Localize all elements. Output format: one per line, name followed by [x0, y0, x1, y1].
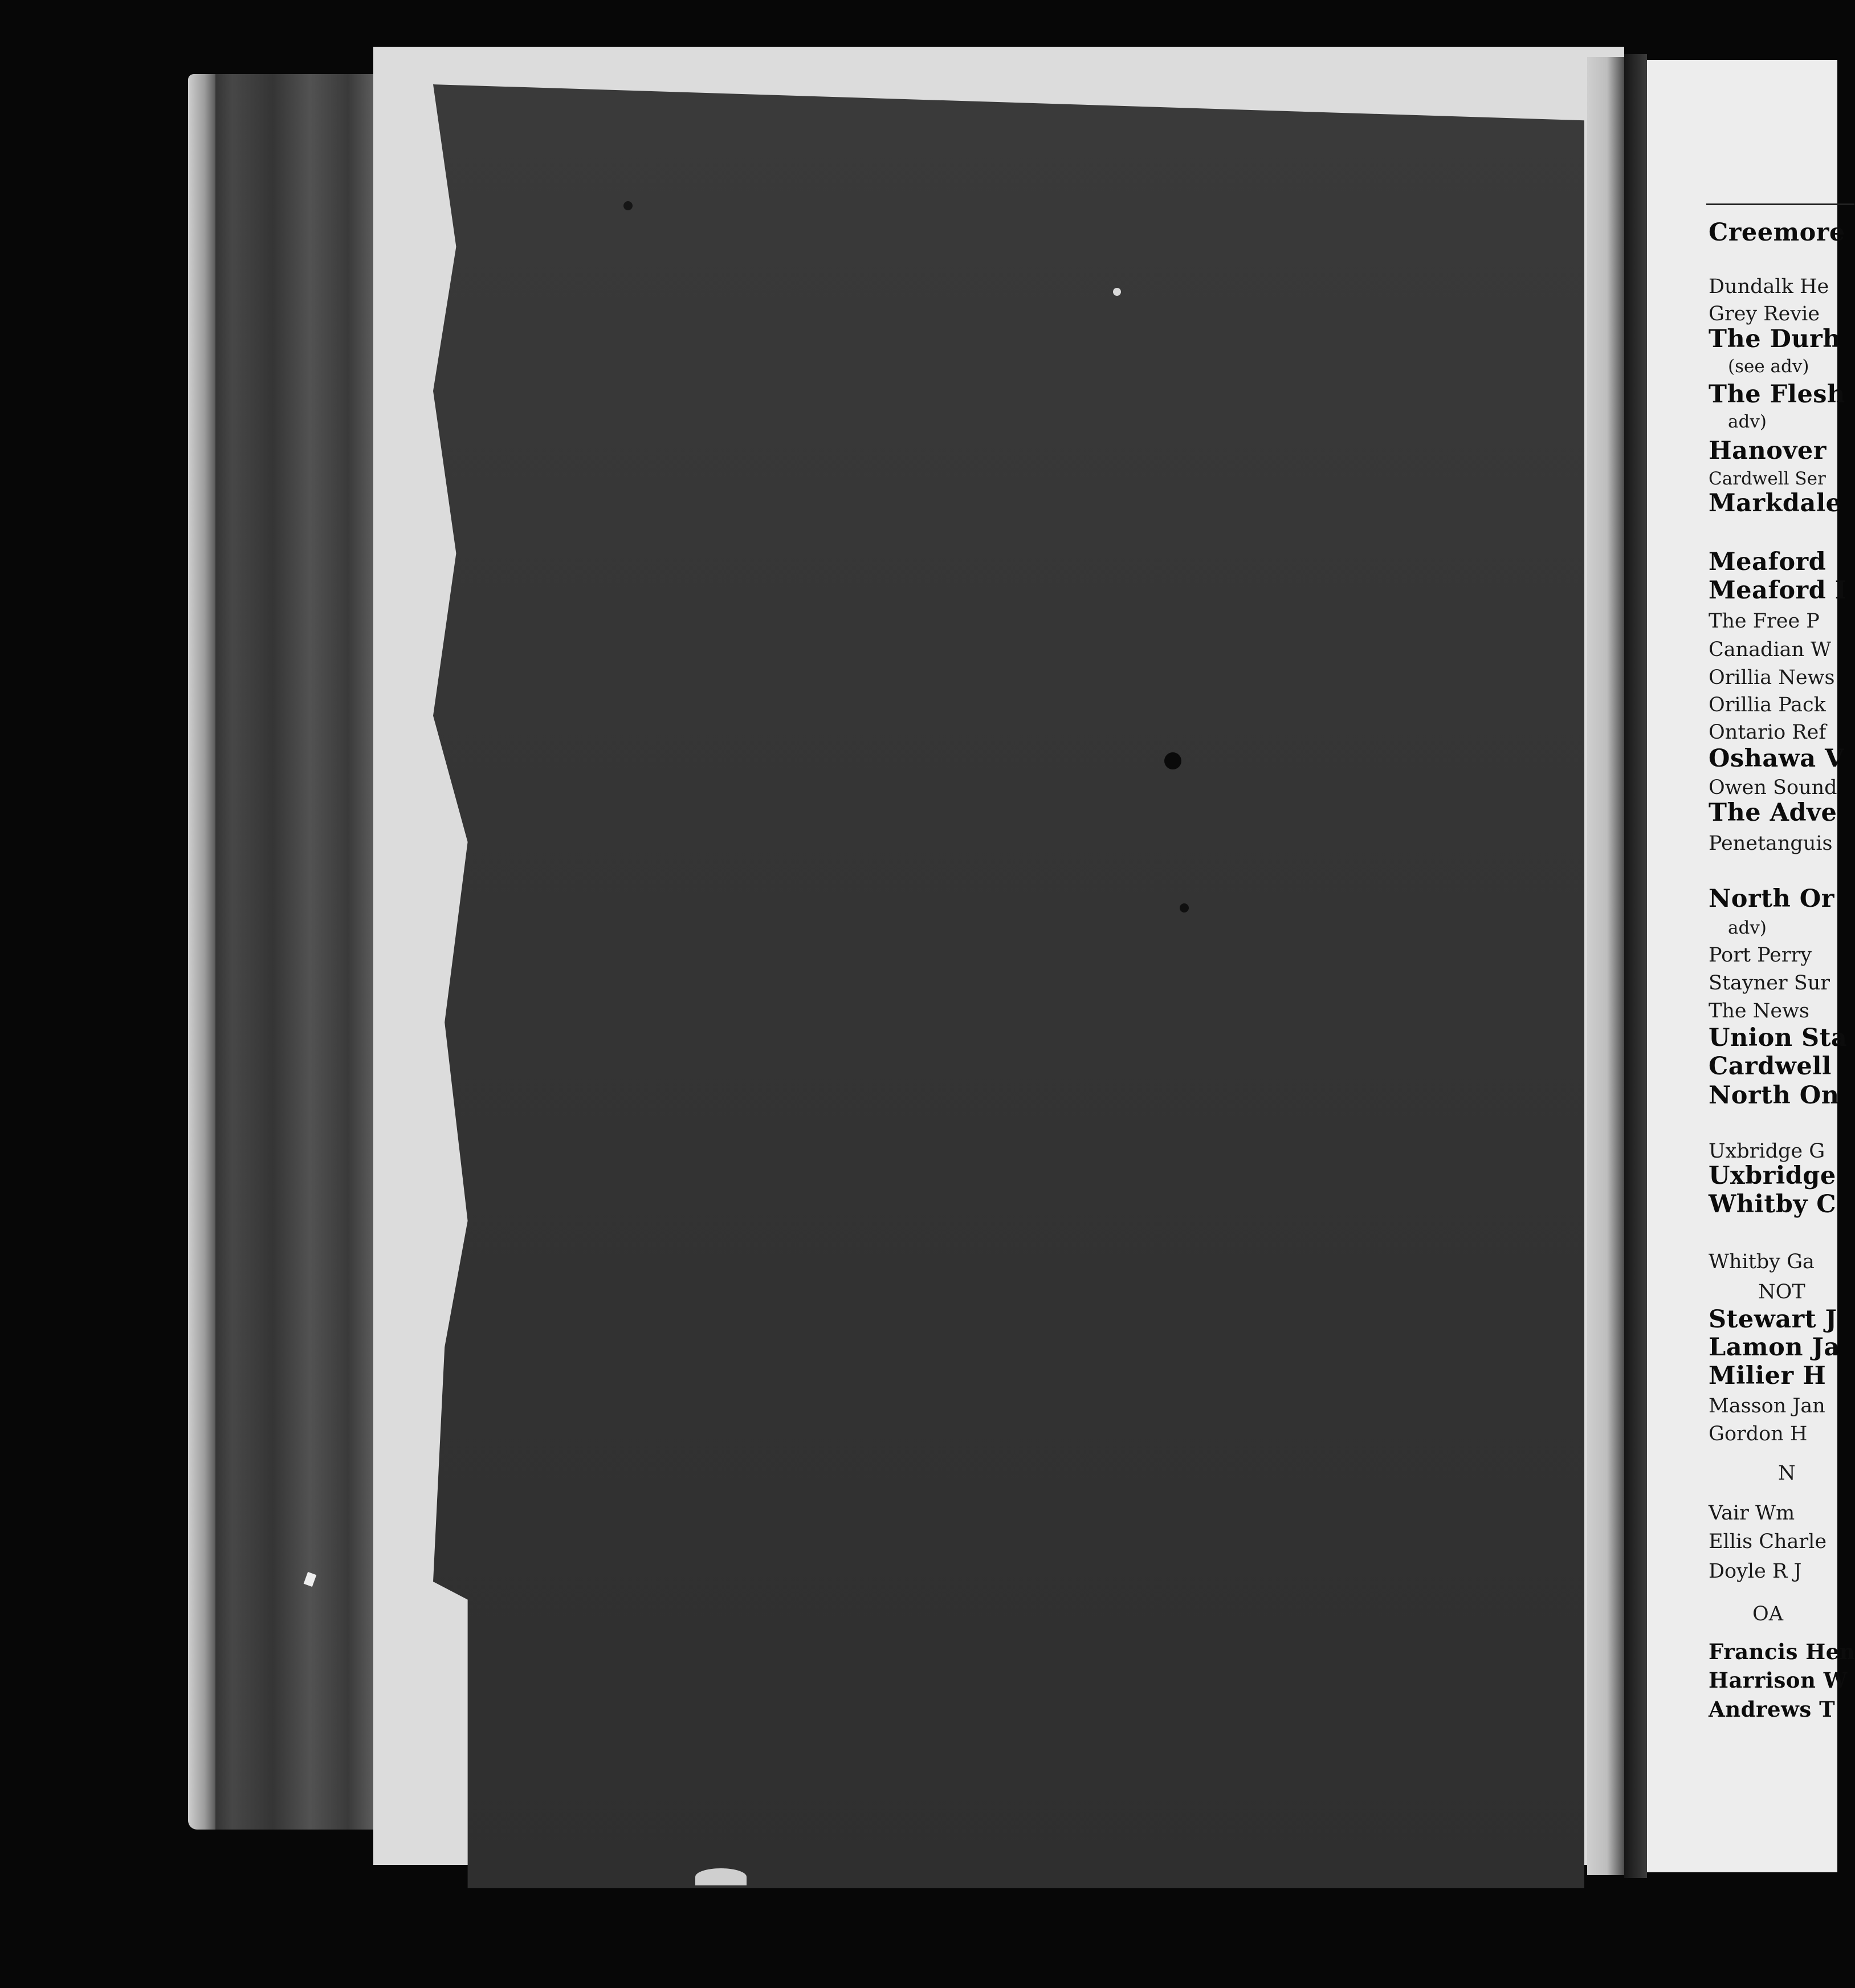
directory-entry: Doyle R J — [1709, 1560, 1802, 1583]
directory-entry: Meaford — [1709, 548, 1827, 576]
cover-stain — [1180, 903, 1189, 912]
gutter-shadow — [1624, 54, 1647, 1878]
directory-entry: Oshawa V — [1709, 744, 1845, 773]
directory-entry: Stayner Sur — [1709, 972, 1830, 995]
section-heading: NOT — [1758, 1281, 1805, 1303]
directory-entry: Cardwell Ser — [1709, 469, 1826, 489]
directory-entry: The News — [1709, 1000, 1809, 1022]
cover-stain — [623, 201, 633, 210]
directory-entry: Dundalk He — [1709, 275, 1829, 298]
page-stack-highlight — [188, 74, 215, 1830]
directory-entry: Milier H — [1709, 1362, 1827, 1390]
directory-entry: Union Sta — [1709, 1024, 1848, 1052]
directory-entry: Uxbridge — [1709, 1162, 1836, 1190]
directory-entry: Whitby C — [1709, 1190, 1836, 1219]
directory-entry: Port Perry — [1709, 944, 1812, 967]
directory-entry: Owen Sound — [1709, 776, 1837, 799]
dark-endsheet — [433, 84, 1584, 1888]
gutter-margin — [1587, 57, 1627, 1875]
directory-entry: Ontario Ref — [1709, 721, 1827, 744]
directory-entry: Whitby Ga — [1709, 1250, 1815, 1273]
cover-stain — [1164, 752, 1181, 769]
directory-entry: Penetanguis — [1709, 832, 1833, 855]
directory-entry: adv) — [1728, 412, 1767, 432]
cover-tear — [695, 1868, 747, 1885]
directory-entry: Ellis Charle — [1709, 1530, 1827, 1553]
directory-entry: Stewart J — [1709, 1305, 1837, 1334]
directory-entry: Gordon H — [1709, 1423, 1808, 1445]
directory-entry: Orillia Pack — [1709, 694, 1826, 716]
directory-entry: Canadian W — [1709, 638, 1832, 661]
directory-entry: Orillia News — [1709, 666, 1835, 689]
directory-entry: The Durh — [1709, 325, 1841, 353]
right-page — [1647, 60, 1855, 1872]
section-heading: OA — [1752, 1603, 1783, 1626]
directory-entry: Andrews T — [1709, 1697, 1836, 1722]
directory-entry: Markdale — [1709, 489, 1842, 518]
directory-entry: Masson Jan — [1709, 1395, 1825, 1417]
directory-entry: Vair Wm — [1709, 1502, 1795, 1525]
directory-entry: The Free P — [1709, 610, 1820, 633]
directory-entry: Grey Revie — [1709, 303, 1820, 325]
directory-entry: Cardwell — [1709, 1052, 1832, 1081]
directory-entry: Creemore — [1709, 218, 1845, 247]
header-rule — [1706, 203, 1854, 205]
directory-entry: Francis Hen — [1709, 1639, 1855, 1664]
directory-entry: North On — [1709, 1081, 1840, 1110]
cover-speck — [1113, 288, 1121, 296]
directory-entry: adv) — [1728, 918, 1767, 938]
directory-entry: Hanover — [1709, 437, 1827, 465]
directory-entry: Lamon Ja — [1709, 1333, 1840, 1362]
directory-entry: Uxbridge G — [1709, 1140, 1825, 1163]
directory-entry: The Adve — [1709, 799, 1837, 827]
directory-entry: The Flesh — [1709, 380, 1845, 409]
directory-entry: North Or — [1709, 885, 1834, 913]
directory-entry: Harrison W — [1709, 1668, 1848, 1693]
directory-entry: Meaford I — [1709, 576, 1847, 605]
directory-entry: (see adv) — [1728, 356, 1809, 377]
section-heading: N — [1778, 1462, 1796, 1485]
